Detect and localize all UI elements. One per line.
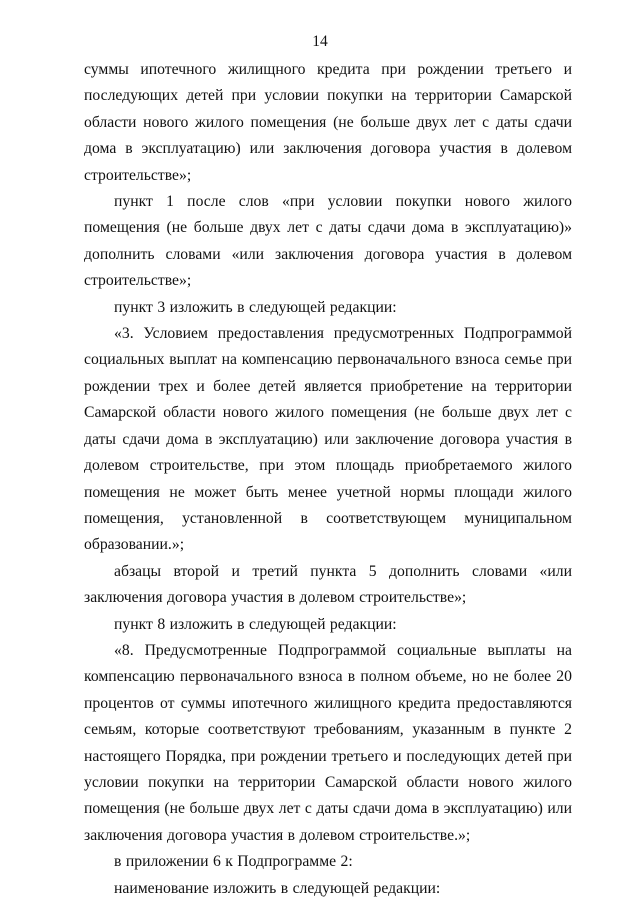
paragraph-point-3-text: «3. Условием предоставления предусмотренных Подпрограммой социальных выплат на компенсацию первоначального взноса семье при рождении трех и более детей является приобретение на территории Самарской области нового жилого помещения (не больше двух лет с даты сдачи дома в эксплуатацию) или заключение договора участия в долевом строительстве, при этом площадь приобретаемого жилого помещения не может быть менее учетной нормы площади жилого помещения, установленной в соответствующем муниципальном образовании.»;	[84, 325, 572, 554]
paragraph-point-8-intro: пункт 8 изложить в следующей редакции:	[114, 615, 397, 633]
paragraph-point-3-intro: пункт 3 изложить в следующей редакции:	[114, 298, 397, 316]
document-body	[84, 57, 572, 902]
paragraph-appendix-6: в приложении 6 к Подпрограмме 2:	[114, 853, 353, 871]
paragraph-point-8-text: «8. Предусмотренные Подпрограммой социальные выплаты на компенсацию первоначального взноса в полном объеме, но не более 20 процентов от суммы ипотечного жилищного кредита предоставляются семьям, которые соответствуют требованиям, указанным в пункте 2 настоящего Порядка, при рождении третьего и последующих детей при условии покупки на территории Самарской области нового жилого помещения (не больше двух лет с даты сдачи дома в эксплуатацию) или заключения договора участия в долевом строительстве.»;	[84, 641, 572, 844]
page-number: 14	[312, 33, 328, 50]
paragraph-point-5-amendment: абзацы второй и третий пункта 5 дополнить словами «или заключения договора участия в долевом строительстве»;	[84, 562, 572, 607]
paragraph-title-amendment: наименование изложить в следующей редакции:	[114, 879, 441, 897]
paragraph-point-1-amendment: пункт 1 после слов «при условии покупки нового жилого помещения (не больше двух лет с даты сдачи дома в эксплуатацию)» дополнить словами «или заключения договора участия в долевом строительстве»;	[84, 193, 572, 290]
paragraph-continuation: суммы ипотечного жилищного кредита при рождении третьего и последующих детей при условии покупки на территории Самарской области нового жилого помещения (не больше двух лет с даты сдачи дома в эксплуатацию) или заключения договора участия в долевом строительстве»;	[84, 61, 572, 184]
